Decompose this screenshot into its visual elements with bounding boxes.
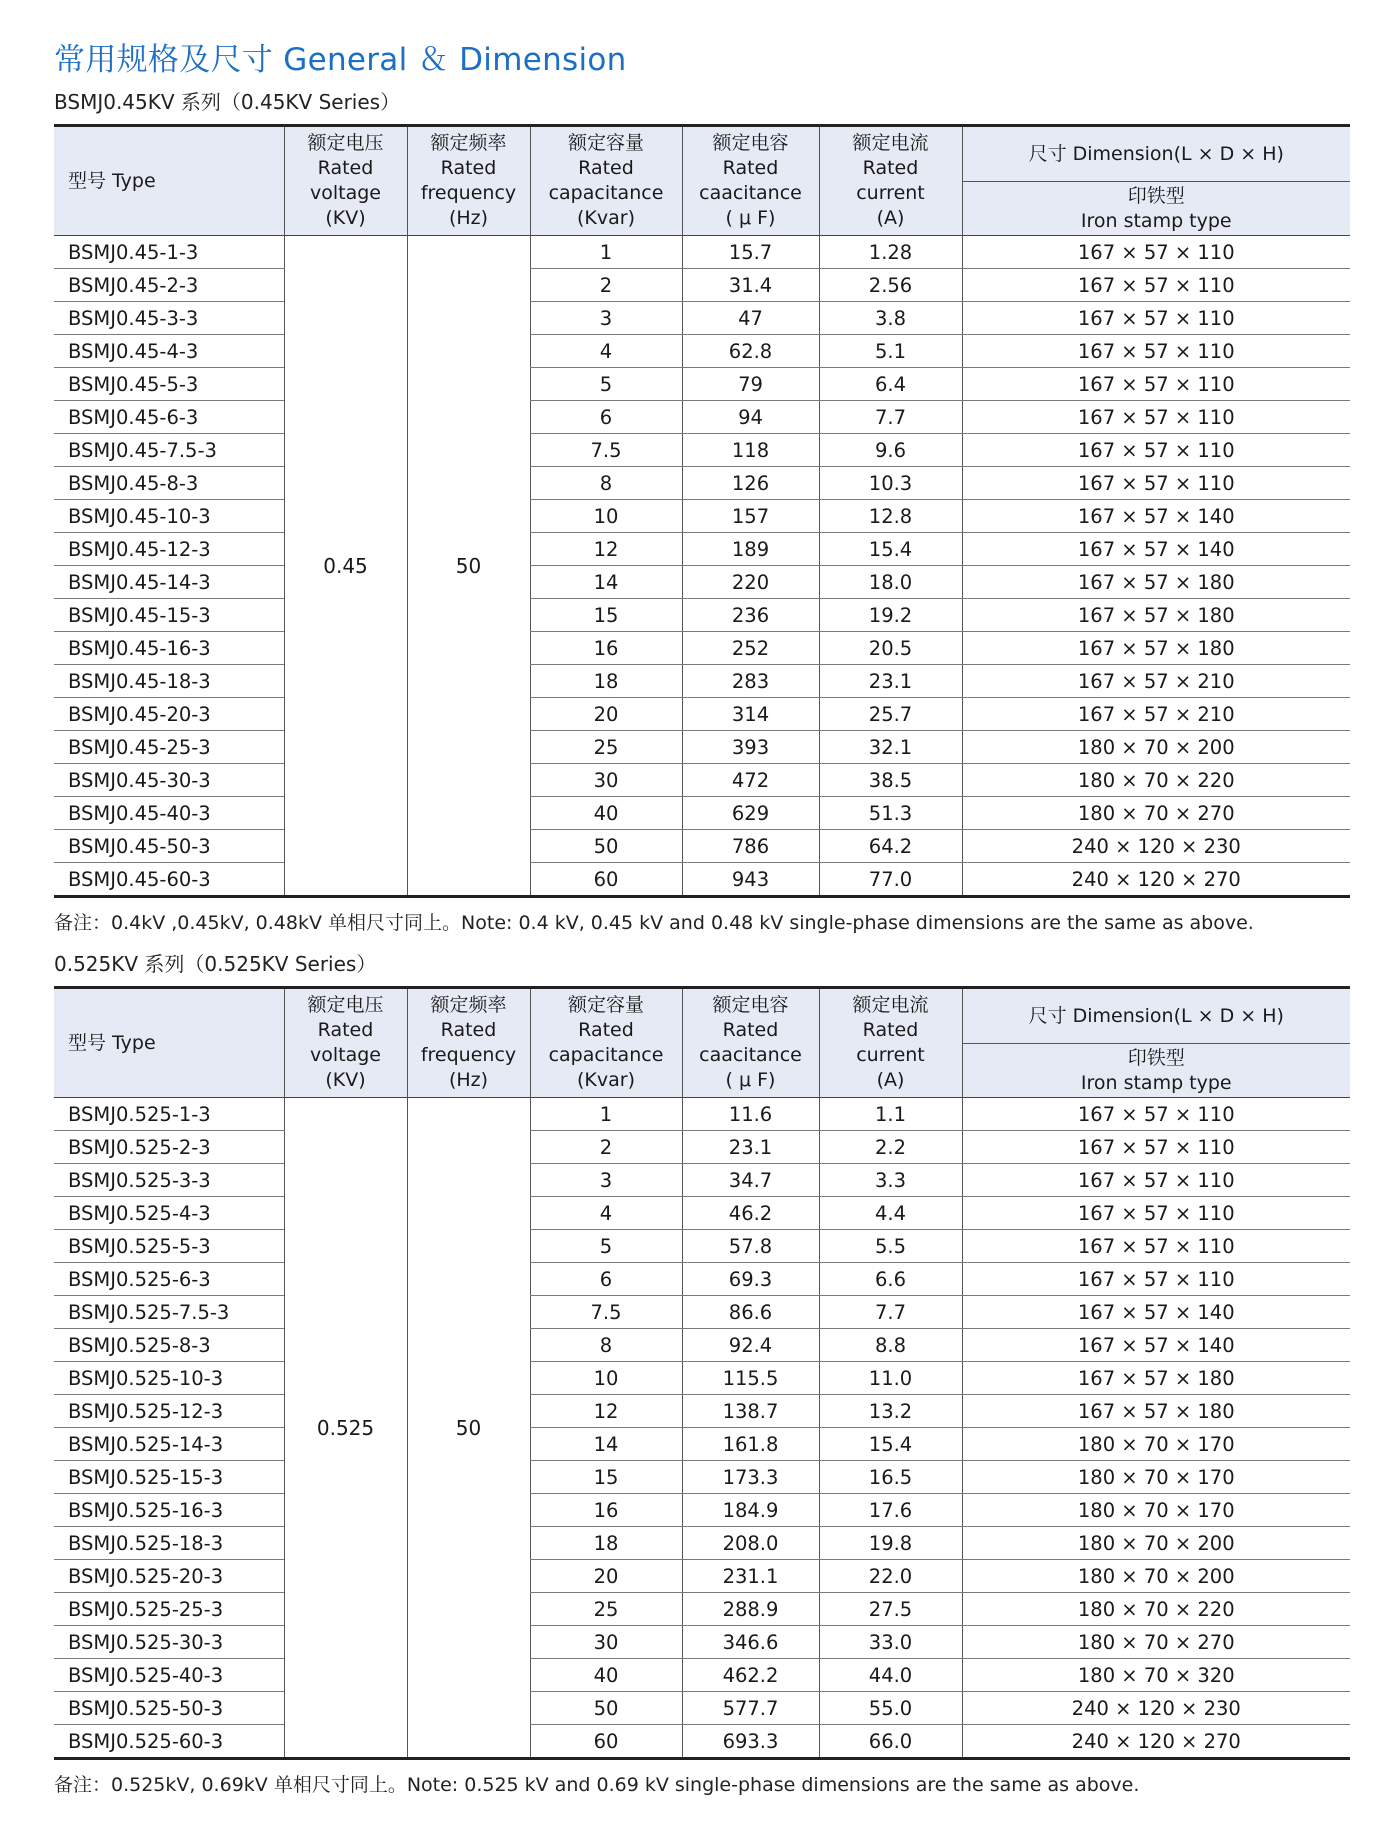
current-cell: 18.0 [819,566,962,599]
model-cell: BSMJ0.45-60-3 [68,867,211,891]
capacitance-cell: 393 [682,731,819,764]
header-rated-voltage: 额定电压 Rated voltage (KV) [284,988,407,1098]
dimension-cell: 180 × 70 × 270 [962,1626,1350,1659]
capacity-cell: 7.5 [530,434,682,467]
dimension-cell: 167 × 57 × 140 [962,1296,1350,1329]
dimension-cell: 167 × 57 × 210 [962,665,1350,698]
current-cell: 55.0 [819,1692,962,1725]
header-rated-frequency: 额定频率 Rated frequency (Hz) [407,126,530,236]
current-cell: 32.1 [819,731,962,764]
model-cell: BSMJ0.45-3-3 [54,302,284,335]
model-cell: BSMJ0.45-4-3 [54,335,284,368]
current-cell: 13.2 [819,1395,962,1428]
capacity-cell: 8 [530,1329,682,1362]
dimension-cell: 180 × 70 × 200 [962,1560,1350,1593]
table-row [54,599,1350,632]
current-cell: 7.7 [819,401,962,434]
capacitance-cell: 34.7 [682,1164,819,1197]
capacitance-cell: 173.3 [682,1461,819,1494]
spec-table-0.45 [54,124,1350,898]
model-cell: BSMJ0.525-60-3 [68,1729,224,1753]
dimension-cell: 167 × 57 × 180 [962,632,1350,665]
dimension-cell: 167 × 57 × 210 [962,698,1350,731]
table-row [54,434,1350,467]
capacity-cell: 16 [530,1494,682,1527]
current-cell: 23.1 [819,665,962,698]
capacity-cell: 60 [530,863,682,897]
capacitance-cell: 79 [682,368,819,401]
capacitance-cell: 220 [682,566,819,599]
capacity-cell: 6 [530,401,682,434]
header-rated-capacity: 额定容量 Rated capacitance (Kvar) [530,988,682,1098]
dimension-cell: 167 × 57 × 110 [962,1098,1350,1131]
model-cell: BSMJ0.45-5-3 [54,368,284,401]
capacitance-cell: 115.5 [682,1362,819,1395]
dimension-cell: 167 × 57 × 110 [962,434,1350,467]
capacity-cell: 8 [530,467,682,500]
model-cell: BSMJ0.525-8-3 [54,1329,284,1362]
capacitance-cell: 577.7 [682,1692,819,1725]
model-cell: BSMJ0.525-5-3 [54,1230,284,1263]
table-row [54,1725,1350,1759]
model-cell: BSMJ0.525-20-3 [54,1560,284,1593]
current-cell: 5.1 [819,335,962,368]
model-cell: BSMJ0.525-14-3 [54,1428,284,1461]
table-row [54,1197,1350,1230]
capacitance-cell: 15.7 [682,236,819,269]
table-row [54,764,1350,797]
capacity-cell: 25 [530,1593,682,1626]
capacity-cell: 15 [530,1461,682,1494]
dimension-cell: 167 × 57 × 110 [962,1263,1350,1296]
table-row [54,1461,1350,1494]
header-rated-voltage: 额定电压 Rated voltage (KV) [284,126,407,236]
current-cell: 25.7 [819,698,962,731]
model-cell: BSMJ0.45-10-3 [54,500,284,533]
table-row [54,830,1350,863]
capacitance-cell: 184.9 [682,1494,819,1527]
dimension-cell: 180 × 70 × 170 [962,1494,1350,1527]
model-cell: BSMJ0.525-50-3 [54,1692,284,1725]
current-cell: 4.4 [819,1197,962,1230]
model-cell: BSMJ0.45-1-3 [54,236,284,269]
model-cell: BSMJ0.45-15-3 [54,599,284,632]
capacity-cell: 1 [530,1098,682,1131]
dimension-cell: 167 × 57 × 110 [962,368,1350,401]
current-cell: 27.5 [819,1593,962,1626]
table-row [54,1164,1350,1197]
capacitance-cell: 138.7 [682,1395,819,1428]
dimension-cell: 240 × 120 × 270 [962,1725,1350,1759]
model-cell: BSMJ0.45-20-3 [54,698,284,731]
capacity-cell: 18 [530,665,682,698]
model-cell: BSMJ0.45-7.5-3 [54,434,284,467]
capacitance-cell: 283 [682,665,819,698]
current-cell: 5.5 [819,1230,962,1263]
page-title: 常用规格及尺寸 General ＆ Dimension [54,42,627,78]
dimension-cell: 167 × 57 × 110 [962,467,1350,500]
dimension-cell: 180 × 70 × 220 [962,764,1350,797]
dimension-cell: 167 × 57 × 110 [962,269,1350,302]
current-cell: 1.28 [819,236,962,269]
current-cell: 15.4 [819,1428,962,1461]
table-row [54,797,1350,830]
capacitance-cell: 462.2 [682,1659,819,1692]
rated-frequency-cell: 50 [407,236,530,897]
table-row [54,1593,1350,1626]
current-cell: 33.0 [819,1626,962,1659]
current-cell: 2.2 [819,1131,962,1164]
table-row [54,863,1350,897]
capacity-cell: 20 [530,698,682,731]
capacitance-cell: 472 [682,764,819,797]
capacity-cell: 12 [530,1395,682,1428]
current-cell: 6.6 [819,1263,962,1296]
model-cell: BSMJ0.45-40-3 [54,797,284,830]
capacity-cell: 3 [530,1164,682,1197]
capacity-cell: 60 [530,1725,682,1759]
capacitance-cell: 62.8 [682,335,819,368]
model-cell: BSMJ0.45-12-3 [54,533,284,566]
header-rated-current: 额定电流 Rated current (A) [819,126,962,236]
table-row [54,269,1350,302]
rated-voltage-cell: 0.45 [284,236,407,897]
dimension-cell: 167 × 57 × 180 [962,566,1350,599]
dimension-cell: 180 × 70 × 170 [962,1461,1350,1494]
header-rated-capacity: 额定容量 Rated capacitance (Kvar) [530,126,682,236]
table-row [54,1626,1350,1659]
capacitance-cell: 786 [682,830,819,863]
capacitance-cell: 69.3 [682,1263,819,1296]
dimension-cell: 180 × 70 × 220 [962,1593,1350,1626]
dimension-cell: 167 × 57 × 110 [962,302,1350,335]
capacitance-cell: 57.8 [682,1230,819,1263]
capacity-cell: 18 [530,1527,682,1560]
current-cell: 9.6 [819,434,962,467]
model-cell: BSMJ0.45-18-3 [54,665,284,698]
dimension-cell: 167 × 57 × 110 [962,1131,1350,1164]
dimension-cell: 167 × 57 × 140 [962,533,1350,566]
capacitance-cell: 189 [682,533,819,566]
capacity-cell: 10 [530,1362,682,1395]
table-row [54,1230,1350,1263]
capacitance-cell: 252 [682,632,819,665]
capacitance-cell: 693.3 [682,1725,819,1759]
capacity-cell: 5 [530,368,682,401]
header-type: 型号 Type [54,988,284,1098]
dimension-cell: 167 × 57 × 110 [962,1164,1350,1197]
model-cell: BSMJ0.525-16-3 [54,1494,284,1527]
model-cell: BSMJ0.525-25-3 [54,1593,284,1626]
capacitance-cell: 94 [682,401,819,434]
capacity-cell: 20 [530,1560,682,1593]
current-cell: 11.0 [819,1362,962,1395]
dimension-cell: 240 × 120 × 270 [962,863,1350,897]
model-cell: BSMJ0.525-1-3 [54,1098,284,1131]
capacity-cell: 2 [530,1131,682,1164]
table-row [54,1263,1350,1296]
capacity-cell: 30 [530,764,682,797]
dimension-cell: 167 × 57 × 110 [962,236,1350,269]
table-row [54,566,1350,599]
current-cell: 20.5 [819,632,962,665]
current-cell: 17.6 [819,1494,962,1527]
dimension-cell: 167 × 57 × 180 [962,599,1350,632]
current-cell: 1.1 [819,1098,962,1131]
dimension-cell: 180 × 70 × 270 [962,797,1350,830]
spec-table-0.525 [54,986,1350,1760]
capacity-cell: 6 [530,1263,682,1296]
dimension-cell: 167 × 57 × 180 [962,1362,1350,1395]
header-iron-stamp-type: 印铁型 Iron stamp type [962,1044,1350,1098]
capacity-cell: 14 [530,1428,682,1461]
series-title-0.525: 0.525KV 系列（0.525KV Series） [54,952,377,976]
table-row [54,236,1350,269]
model-cell: BSMJ0.45-16-3 [54,632,284,665]
table-row [54,1527,1350,1560]
model-cell: BSMJ0.45-50-3 [54,830,284,863]
capacity-cell: 16 [530,632,682,665]
current-cell: 8.8 [819,1329,962,1362]
model-cell: BSMJ0.45-6-3 [54,401,284,434]
dimension-cell: 180 × 70 × 200 [962,1527,1350,1560]
header-type: 型号 Type [54,126,284,236]
current-cell: 38.5 [819,764,962,797]
current-cell: 51.3 [819,797,962,830]
current-cell: 16.5 [819,1461,962,1494]
model-cell: BSMJ0.525-3-3 [54,1164,284,1197]
table-row [54,1494,1350,1527]
capacitance-cell: 31.4 [682,269,819,302]
model-cell: BSMJ0.525-15-3 [54,1461,284,1494]
dimension-cell: 180 × 70 × 170 [962,1428,1350,1461]
rated-frequency-cell: 50 [407,1098,530,1759]
capacitance-cell: 288.9 [682,1593,819,1626]
table-row [54,1428,1350,1461]
capacity-cell: 40 [530,797,682,830]
table-row [54,1329,1350,1362]
table-row [54,1131,1350,1164]
table-row [54,1659,1350,1692]
note-0.525: 备注：0.525kV, 0.69kV 单相尺寸同上。Note: 0.525 kV and 0.69 kV single-phase dimensions are the same as above. [54,1774,1140,1796]
current-cell: 66.0 [819,1725,962,1759]
dimension-cell: 240 × 120 × 230 [962,1692,1350,1725]
table-row [54,500,1350,533]
current-cell: 19.8 [819,1527,962,1560]
dimension-cell: 167 × 57 × 140 [962,1329,1350,1362]
model-cell: BSMJ0.45-14-3 [54,566,284,599]
table-body-0.525 [54,1098,1350,1759]
capacitance-cell: 236 [682,599,819,632]
capacity-cell: 14 [530,566,682,599]
table-row [54,698,1350,731]
current-cell: 77.0 [819,863,962,897]
capacity-cell: 2 [530,269,682,302]
current-cell: 22.0 [819,1560,962,1593]
dimension-cell: 240 × 120 × 230 [962,830,1350,863]
note-0.45: 备注：0.4kV ,0.45kV, 0.48kV 单相尺寸同上。Note: 0.4 kV, 0.45 kV and 0.48 kV single-phase dimensions are the same as above. [54,912,1254,934]
capacitance-cell: 346.6 [682,1626,819,1659]
dimension-cell: 167 × 57 × 110 [962,335,1350,368]
table-row [54,533,1350,566]
rated-voltage-cell: 0.525 [284,1098,407,1759]
model-cell: BSMJ0.45-2-3 [54,269,284,302]
capacitance-cell: 208.0 [682,1527,819,1560]
capacity-cell: 1 [530,236,682,269]
table-row [54,335,1350,368]
capacitance-cell: 118 [682,434,819,467]
header-dimension: 尺寸 Dimension(L × D × H) [962,988,1350,1044]
capacity-cell: 40 [530,1659,682,1692]
capacitance-cell: 11.6 [682,1098,819,1131]
current-cell: 3.3 [819,1164,962,1197]
capacitance-cell: 46.2 [682,1197,819,1230]
dimension-cell: 167 × 57 × 180 [962,1395,1350,1428]
model-cell: BSMJ0.525-10-3 [54,1362,284,1395]
current-cell: 6.4 [819,368,962,401]
current-cell: 15.4 [819,533,962,566]
dimension-cell: 167 × 57 × 140 [962,500,1350,533]
table-row [54,368,1350,401]
capacity-cell: 50 [530,830,682,863]
table-row [54,665,1350,698]
current-cell: 7.7 [819,1296,962,1329]
table-body-0.45 [54,236,1350,897]
model-cell: BSMJ0.525-2-3 [54,1131,284,1164]
table-row [54,1560,1350,1593]
capacity-cell: 10 [530,500,682,533]
dimension-cell: 167 × 57 × 110 [962,1197,1350,1230]
model-cell: BSMJ0.525-40-3 [54,1659,284,1692]
dimension-cell: 180 × 70 × 320 [962,1659,1350,1692]
table-row [54,401,1350,434]
current-cell: 2.56 [819,269,962,302]
table-row [54,302,1350,335]
capacitance-cell: 943 [682,863,819,897]
model-cell: BSMJ0.525-18-3 [54,1527,284,1560]
capacity-cell: 25 [530,731,682,764]
table-row [54,1362,1350,1395]
current-cell: 44.0 [819,1659,962,1692]
model-cell: BSMJ0.525-4-3 [54,1197,284,1230]
capacity-cell: 50 [530,1692,682,1725]
series-title-0.45: BSMJ0.45KV 系列（0.45KV Series） [54,90,401,114]
capacity-cell: 30 [530,1626,682,1659]
current-cell: 12.8 [819,500,962,533]
capacitance-cell: 161.8 [682,1428,819,1461]
model-cell: BSMJ0.45-25-3 [54,731,284,764]
capacity-cell: 5 [530,1230,682,1263]
table-row [54,1692,1350,1725]
table-row [54,467,1350,500]
header-rated-current: 额定电流 Rated current (A) [819,988,962,1098]
table-row [54,1296,1350,1329]
capacitance-cell: 23.1 [682,1131,819,1164]
table-row [54,632,1350,665]
capacity-cell: 4 [530,335,682,368]
header-rated-frequency: 额定频率 Rated frequency (Hz) [407,988,530,1098]
table-row [54,731,1350,764]
header-dimension: 尺寸 Dimension(L × D × H) [962,126,1350,182]
model-cell: BSMJ0.45-30-3 [54,764,284,797]
current-cell: 3.8 [819,302,962,335]
current-cell: 19.2 [819,599,962,632]
dimension-cell: 167 × 57 × 110 [962,401,1350,434]
dimension-cell: 167 × 57 × 110 [962,1230,1350,1263]
capacity-cell: 15 [530,599,682,632]
capacitance-cell: 157 [682,500,819,533]
current-cell: 64.2 [819,830,962,863]
model-cell: BSMJ0.525-7.5-3 [54,1296,284,1329]
dimension-cell: 180 × 70 × 200 [962,731,1350,764]
capacity-cell: 3 [530,302,682,335]
header-rated-capacitance: 额定电容 Rated caacitance ( μ F) [682,988,819,1098]
model-cell: BSMJ0.525-30-3 [54,1626,284,1659]
capacity-cell: 4 [530,1197,682,1230]
capacitance-cell: 629 [682,797,819,830]
capacitance-cell: 231.1 [682,1560,819,1593]
capacitance-cell: 47 [682,302,819,335]
capacitance-cell: 86.6 [682,1296,819,1329]
current-cell: 10.3 [819,467,962,500]
model-cell: BSMJ0.525-12-3 [54,1395,284,1428]
header-rated-capacitance: 额定电容 Rated caacitance ( μ F) [682,126,819,236]
capacity-cell: 7.5 [530,1296,682,1329]
model-cell: BSMJ0.525-6-3 [54,1263,284,1296]
header-iron-stamp-type: 印铁型 Iron stamp type [962,182,1350,236]
table-row [54,1098,1350,1131]
table-row [54,1395,1350,1428]
capacitance-cell: 92.4 [682,1329,819,1362]
capacity-cell: 12 [530,533,682,566]
capacitance-cell: 314 [682,698,819,731]
model-cell: BSMJ0.45-8-3 [54,467,284,500]
capacitance-cell: 126 [682,467,819,500]
